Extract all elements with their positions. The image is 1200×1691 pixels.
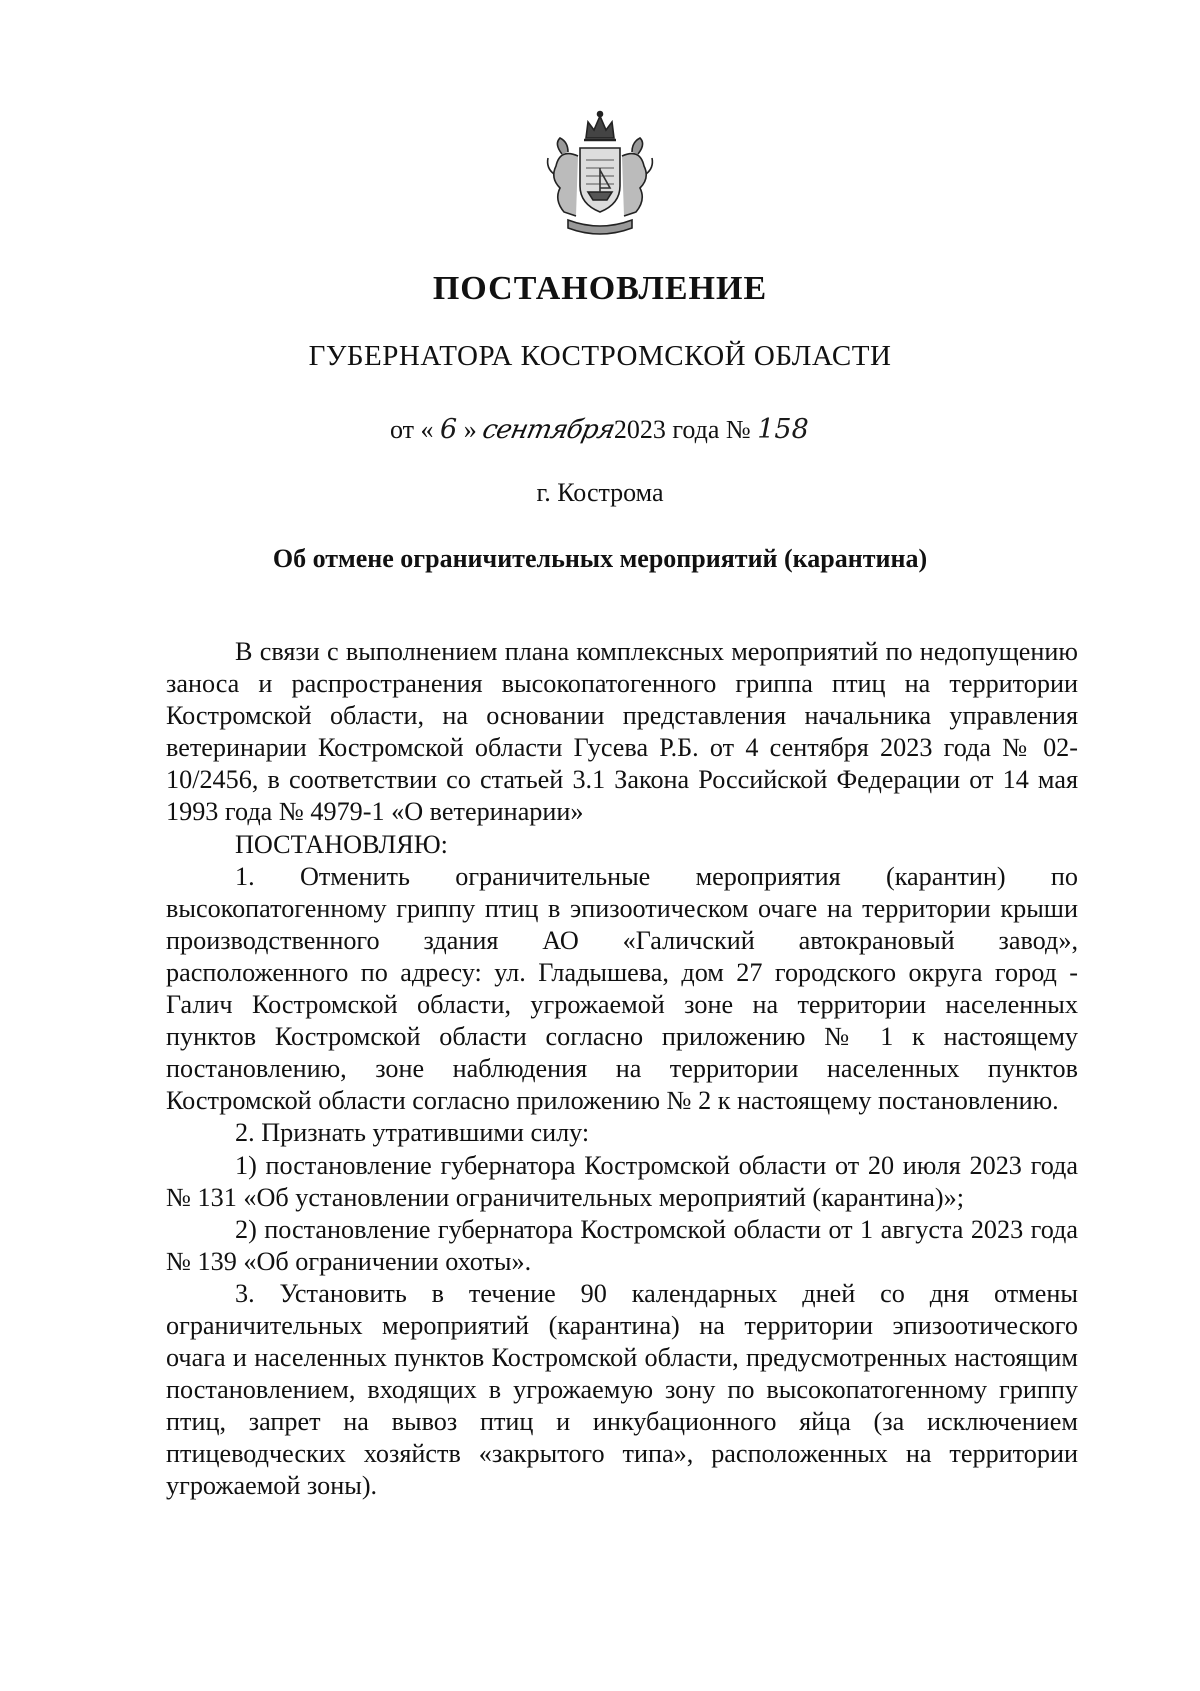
- document-type-title: ПОСТАНОВЛЕНИЕ: [432, 270, 768, 307]
- date-year-suffix: 2023 года №: [613, 415, 751, 444]
- document-subject: Об отмене ограничительных мероприятий (карантина): [272, 544, 928, 573]
- city-line: г. Кострома: [536, 478, 664, 507]
- coat-of-arms-emblem: [540, 108, 660, 243]
- date-number-line: [390, 414, 950, 464]
- item-1-paragraph: 1. Отменить ограничительные мероприятия (карантин) по высокопатогенному гриппу птиц в эпизоотическом очаге на территории крыши производственного здания АО «Галичский автокрановый завод», расположенного по адресу: ул. Гладышева, дом 27 городского округа город - Галич Костромской области, угрожаемой зоне на территории населенных пунктов Костромской области согласно приложению № 1 к настоящему постановлению, зоне наблюдения на территории населенных пунктов Костромской области согласно приложению № 2 к настоящему постановлению.: [166, 861, 1078, 1116]
- item-2-1-paragraph: 1) постановление губернатора Костромской области от 20 июля 2023 года № 131 «Об установлении ограничительных мероприятий (карантина)»;: [166, 1150, 1078, 1212]
- item-3-paragraph: 3. Установить в течение 90 календарных дней со дня отмены ограничительных мероприятий (карантина) на территории эпизоотического очага и населенных пунктов Костромской области, предусмотренных настоящим постановлением, входящих в угрожаемую зону по высокопатогенному гриппу птиц, запрет на вывоз птиц и инкубационного яйца (за исключением птицеводческих хозяйств «закрытого типа», расположенных на территории угрожаемой зоны).: [166, 1278, 1078, 1501]
- preamble-paragraph: В связи с выполнением плана комплексных мероприятий по недопущению заноса и распространения высокопатогенного гриппа птиц на территории Костромской области, на основании представления начальника управления ветеринарии Костромской области Гусева Р.Б. от 4 сентября 2023 года № 02-10/2456, в соответствии со статьей 3.1 Закона Российской Федерации от 14 мая 1993 года № 4979-1 «О ветеринарии»: [166, 637, 1078, 827]
- resolve-line: ПОСТАНОВЛЯЮ:: [235, 829, 448, 859]
- handwritten-number: 158: [757, 414, 809, 445]
- date-middle: »: [463, 415, 477, 444]
- date-prefix: от «: [390, 415, 434, 444]
- handwritten-month: сентября: [480, 415, 618, 445]
- handwritten-day: 6: [440, 414, 458, 445]
- item-2-paragraph: 2. Признать утратившими силу:: [235, 1118, 590, 1148]
- document-body: [166, 636, 1078, 1503]
- issuer-title: ГУБЕРНАТОРА КОСТРОМСКОЙ ОБЛАСТИ: [308, 340, 892, 372]
- item-2-2-paragraph: 2) постановление губернатора Костромской области от 1 августа 2023 года № 139 «Об ограничении охоты».: [166, 1214, 1078, 1276]
